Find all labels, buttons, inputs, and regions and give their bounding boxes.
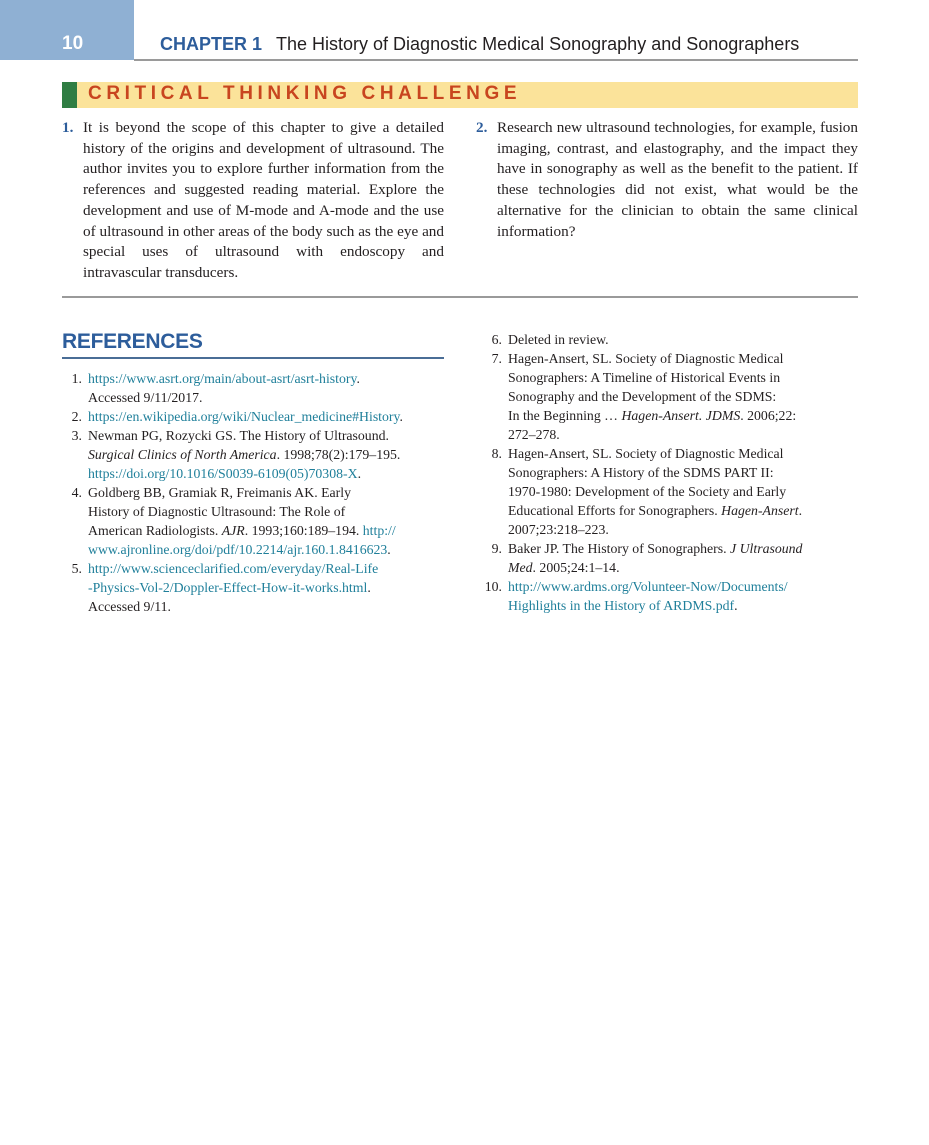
reference-number: 1. (71, 371, 82, 386)
reference-link[interactable]: https://www.asrt.org/main/about-asrt/asrt-history (88, 371, 357, 386)
reference-segment: Educational Efforts for Sonographers. (508, 503, 722, 518)
reference-number: 10. (484, 579, 502, 594)
reference-segment: 2007;23:218–223. (508, 522, 609, 537)
reference-segment: . (734, 598, 738, 613)
item-text: Research new ultrasound technologies, for example, fusion imaging, contrast, and elastography, and the impact they have in sonography as well as the benefit to the patient. If these technologies did not exist, what would be the alternative for the clinician to obtain the same clinical information? (497, 119, 858, 240)
reference-segment: 1970-1980: Development of the Society and Early (508, 484, 787, 499)
reference-link[interactable]: http:// (362, 523, 396, 538)
reference-segment: History of Diagnostic Ultrasound: The Role of (88, 504, 346, 519)
critical-thinking-title: CRITICAL THINKING CHALLENGE (88, 83, 522, 104)
reference-item (476, 349, 866, 444)
reference-segment: . (387, 542, 391, 557)
reference-link[interactable]: http://www.ardms.org/Volunteer-Now/Documents/ (508, 579, 788, 594)
reference-item (62, 407, 452, 426)
reference-segment: Hagen-Ansert, SL. Society of Diagnostic Medical (508, 446, 784, 461)
reference-item (62, 369, 452, 407)
reference-link[interactable]: https://doi.org/10.1016/S0039-6109(05)70308-X (88, 466, 358, 481)
item-number: 2. (476, 119, 488, 136)
item-text: It is beyond the scope of this chapter to give a detailed history of the origins and development of ultrasound. The author invites you to explore further information from the references and suggested reading material. Explore the development and use of M-mode and A-mode and the use of ultrasound in other areas of the body such as the eye and special uses of ultrasound with endoscopy and intravascular transducers. (83, 119, 444, 281)
reference-segment: Accessed 9/11/2017. (88, 390, 203, 405)
chapter-label: CHAPTER 1 (160, 34, 263, 54)
reference-link[interactable]: www.ajronline.org/doi/pdf/10.2214/ajr.160.1.8416623 (88, 542, 388, 557)
reference-italic: J Ultrasound (730, 541, 803, 556)
reference-link[interactable]: Highlights in the History of ARDMS.pdf (508, 598, 735, 613)
reference-link[interactable]: http://www.scienceclarified.com/everyday/Real-Life (88, 561, 379, 576)
banner-accent-block (62, 82, 77, 108)
section-divider (62, 296, 858, 298)
reference-italic: AJR (221, 523, 245, 538)
reference-segment: Deleted in review. (508, 332, 609, 347)
reference-number: 8. (491, 446, 502, 461)
reference-segment: American Radiologists. (88, 523, 222, 538)
reference-segment: . (356, 371, 360, 386)
reference-text (82, 369, 452, 407)
reference-item (476, 539, 866, 577)
reference-number: 2. (71, 409, 82, 424)
reference-italic: Hagen-Ansert (721, 503, 799, 518)
reference-link[interactable]: https://en.wikipedia.org/wiki/Nuclear_medicine#History (88, 409, 400, 424)
reference-segment: . (798, 503, 803, 518)
page-number: 10 (62, 33, 84, 54)
reference-number: 3. (71, 428, 82, 443)
reference-segment: Sonography and the Development of the SDMS: (508, 389, 777, 404)
reference-item (62, 426, 452, 483)
reference-segment: 272–278. (508, 427, 560, 442)
reference-segment: . 2006;22: (740, 408, 797, 423)
references-heading-rule (62, 357, 444, 359)
reference-italic: Hagen-Ansert. JDMS (621, 408, 741, 423)
reference-segment: . (367, 580, 371, 595)
critical-thinking-item (62, 118, 444, 284)
reference-list-left (62, 369, 452, 616)
reference-segment: . 1993;160:189–194. (244, 523, 363, 538)
reference-item (476, 444, 866, 539)
reference-text (502, 577, 866, 615)
reference-item (476, 577, 866, 615)
reference-text (82, 407, 452, 426)
reference-number: 7. (491, 351, 502, 366)
critical-thinking-banner (62, 82, 858, 108)
references-heading: REFERENCES (62, 330, 203, 353)
reference-segment: . (399, 409, 403, 424)
reference-list-right (476, 330, 866, 615)
reference-item (62, 483, 452, 559)
reference-segment: Sonographers: A Timeline of Historical Events in (508, 370, 781, 385)
reference-item (62, 559, 452, 616)
reference-segment: Baker JP. The History of Sonographers. (508, 541, 731, 556)
reference-item (476, 330, 866, 349)
reference-number: 4. (71, 485, 82, 500)
header-rule (134, 59, 858, 61)
reference-segment: Newman PG, Rozycki GS. The History of Ultrasound. (88, 428, 389, 443)
reference-text (502, 349, 866, 444)
reference-number: 9. (491, 541, 502, 556)
reference-segment: Goldberg BB, Gramiak R, Freimanis AK. Early (88, 485, 352, 500)
reference-text (502, 539, 866, 577)
reference-segment: . (357, 466, 362, 481)
chapter-title: The History of Diagnostic Medical Sonography and Sonographers (276, 34, 800, 54)
reference-number: 6. (491, 332, 502, 347)
reference-text (82, 426, 452, 483)
item-number: 1. (62, 119, 74, 136)
reference-text (82, 483, 452, 559)
reference-text (502, 444, 866, 539)
running-header (160, 34, 799, 55)
critical-thinking-item (476, 118, 858, 242)
reference-segment: In the Beginning … (508, 408, 622, 423)
reference-segment: Accessed 9/11. (88, 599, 172, 614)
reference-segment: . 2005;24:1–14. (532, 560, 620, 575)
reference-italic: Surgical Clinics of North America (88, 447, 277, 462)
reference-link[interactable]: -Physics-Vol-2/Doppler-Effect-How-it-works.html (88, 580, 368, 595)
reference-segment: Sonographers: A History of the SDMS PART II: (508, 465, 774, 480)
reference-segment: . 1998;78(2):179–195. (276, 447, 401, 462)
reference-segment: Hagen-Ansert, SL. Society of Diagnostic Medical (508, 351, 784, 366)
reference-text (502, 330, 866, 349)
reference-number: 5. (71, 561, 82, 576)
reference-text (82, 559, 452, 616)
reference-italic: Med (508, 560, 533, 575)
